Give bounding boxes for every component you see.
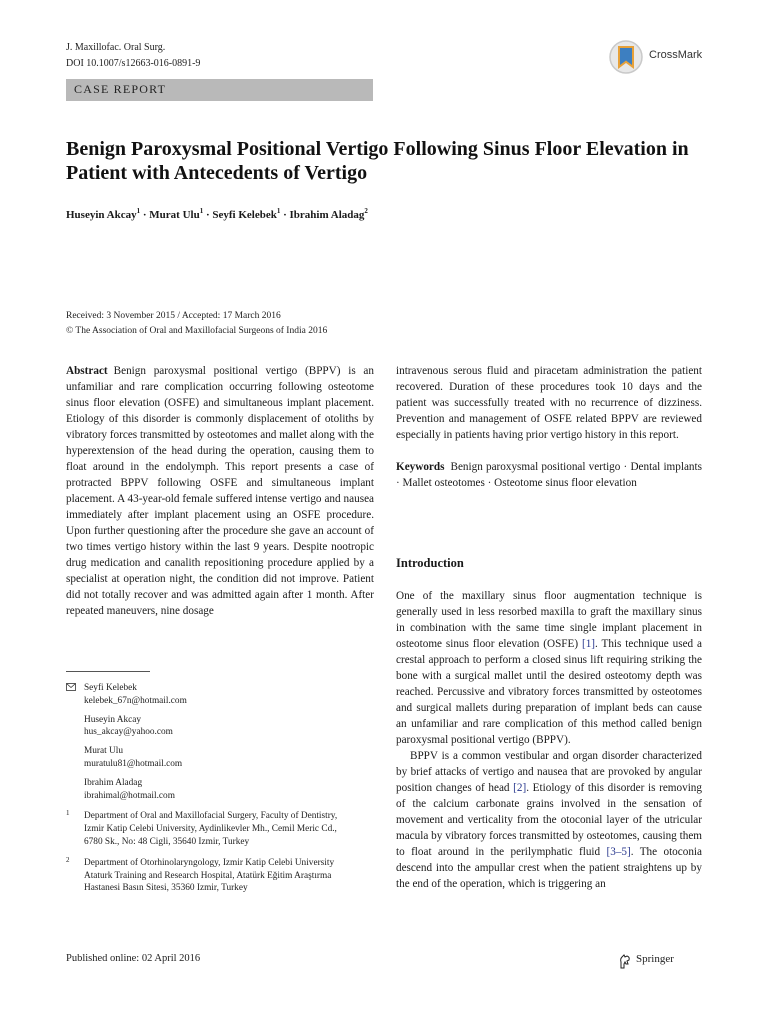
contact-entry [66,682,366,708]
paragraph-text: BPPV is a common vestibular and organ disorder characterized by brief attacks of vertigo and nausea that are provoked by angular position changes of head [396,750,702,794]
publisher-name: Springer [636,953,674,965]
introduction-paragraph [396,748,702,892]
article-title: Benign Paroxysmal Positional Vertigo Following Sinus Floor Elevation in Patient with Antecedents of Vertigo [66,138,689,184]
paragraph-text: One of the maxillary sinus floor augmentation technique is generally used in less resorbed maxilla to graft the maxillary sinus in combination with the same time single implant placement in osteotome sinus floor elevation (OSFE) [396,590,702,650]
author-affiliation-mark: 1 [276,207,281,215]
published-online-date: Published online: 02 April 2016 [66,953,201,964]
abstract-text: Benign paroxysmal positional vertigo (BPPV) is an unfamiliar and rare complication occurring following osteotome sinus floor elevation (OSFE) and simultaneous implant placement. Etiology of this disorder is commonly displacement of otoliths by vibratory forces transmitted by osteotomes and mallet along with the hyperextension of the head during the operation, causing them to float around in the endolymph. This report presents a case of protracted BPPV following OSFE and simultaneous implant placement. A 43-year-old female suffered intense vertigo and nausea immediately after implant placement using an OSFE procedure. Upon further questioning after the procedure she gave an account of two times vertigo history within the last 9 years. Despite nootropic drug medication and canalith repositioning procedure applied by a specialist at operation night, the condition did not improve. Patient did not totally recover and was admitted again after 1 month. After repeated maneuvers, nine dosage [66,365,374,617]
crossmark-icon [609,38,643,76]
contact-entry [66,777,366,803]
crossmark-badge[interactable] [609,38,719,76]
crossmark-label: CrossMark [649,49,703,61]
affiliation-text: Department of Otorhinolaryngology, Izmir Katip Celebi University Ataturk Training and Research Hospital, Atatürk Eğitim Araştırma Hastanesi Basın Sitesi, 35360 Izmir, Turkey [84,857,335,894]
paragraph-text: . Etiology of this disorder is removing of the calcium carbonate grains involved in the sensation of movement and verticality from the otoconial layer of the utricular macula by vibratory forces transmitted by osteotomes, causing them to float around in the perilymphatic fluid [396,782,702,858]
affiliation-number: 2 [66,855,70,864]
citation-link[interactable]: [3–5] [606,846,631,858]
introduction-body [396,588,702,892]
contact-email[interactable]: hus_akcay@yahoo.com [84,727,173,738]
contact-email[interactable]: ibrahimal@hotmail.com [84,790,175,801]
author-name[interactable]: Murat Ulu [149,209,200,221]
contact-name: Ibrahim Aladag [84,777,143,788]
author-name[interactable]: Ibrahim Aladag [289,209,365,221]
citation-link[interactable]: [2] [513,782,527,794]
paragraph-text: . This technique used a crestal approach to perform a closed sinus lift requiring striking the bone with a surgical mallet until the desired osteotomy depth was reached. Percussive and vibratory forces transmitted by osteotomes and surgical mallets during preparation of implant beds can cause an unfamiliar and rare complication of this method called benign paroxysmal positional vertigo (BPPV). [396,638,702,746]
contact-name: Huseyin Akcay [84,714,142,725]
introduction-heading: Introduction [396,556,464,570]
contact-email[interactable]: muratulu81@hotmail.com [84,758,183,769]
publisher-logo[interactable] [618,951,708,969]
publication-dates [66,309,327,339]
author-separator: · [205,209,213,221]
author-separator: · [142,209,150,221]
abstract-section [66,363,374,619]
copyright-notice: © The Association of Oral and Maxillofacial Surgeons of India 2016 [66,326,328,336]
keywords-block [396,459,702,491]
author-affiliation-mark: 2 [364,207,368,215]
keywords-label: Keywords [396,461,445,473]
contact-entry [66,714,366,740]
affiliation-number: 1 [66,809,70,818]
envelope-icon [66,683,76,691]
author-affiliation-mark: 1 [199,207,204,215]
author-separator: · [283,209,290,221]
affiliation-text: Department of Oral and Maxillofacial Surgery, Faculty of Dentistry, Izmir Katip Celebi University, Aydinlikevler Mh., Cemil Meric Cd., 6780 Sk., No: 48 Cigli, 35640 Izmir, Turkey [84,811,338,847]
abstract-label: Abstract [66,365,108,377]
correspondence-block [66,682,366,895]
journal-header [66,40,200,72]
doi[interactable]: DOI 10.1007/s12663-016-0891-9 [66,58,201,69]
paragraph-text: . The otoconia descend into the ampullar crest when the patient straightens up by the end of the operation, which is triggering an [396,846,703,890]
affiliation-entry [66,857,366,895]
journal-name: J. Maxillofac. Oral Surg. [66,42,166,53]
author-name[interactable]: Huseyin Akcay [66,209,137,221]
keywords-text: Benign paroxysmal positional vertigo · Dental implants · Mallet osteotomes · Osteotome sinus floor elevation [396,461,702,489]
footnote-divider [66,671,150,672]
author-affiliation-mark: 1 [136,207,141,215]
article-type-label: CASE REPORT [74,82,167,96]
springer-horse-icon [618,953,632,969]
contact-name: Murat Ulu [84,746,123,757]
article-type-banner [66,79,373,101]
affiliation-entry [66,810,366,848]
contact-email[interactable]: kelebek_67n@hotmail.com [84,695,187,706]
contact-name: Seyfi Kelebek [84,683,137,693]
contact-entry [66,745,366,771]
author-list [66,203,368,223]
received-accepted-dates: Received: 3 November 2015 / Accepted: 17 March 2016 [66,311,281,321]
author-name[interactable]: Seyfi Kelebek [212,209,277,221]
abstract-continued-text: intravenous serous fluid and piracetam administration the patient recovered. Duration of these procedures took 10 days and the patient was successfully treated with no recurrence of dizziness. Prevention and management of OSFE related BPPV are reviewed especially in patients having prior vertigo history in this report. [396,365,702,441]
abstract-continued-section [396,363,702,491]
introduction-paragraph [396,588,702,748]
citation-link[interactable]: [1] [581,638,596,650]
